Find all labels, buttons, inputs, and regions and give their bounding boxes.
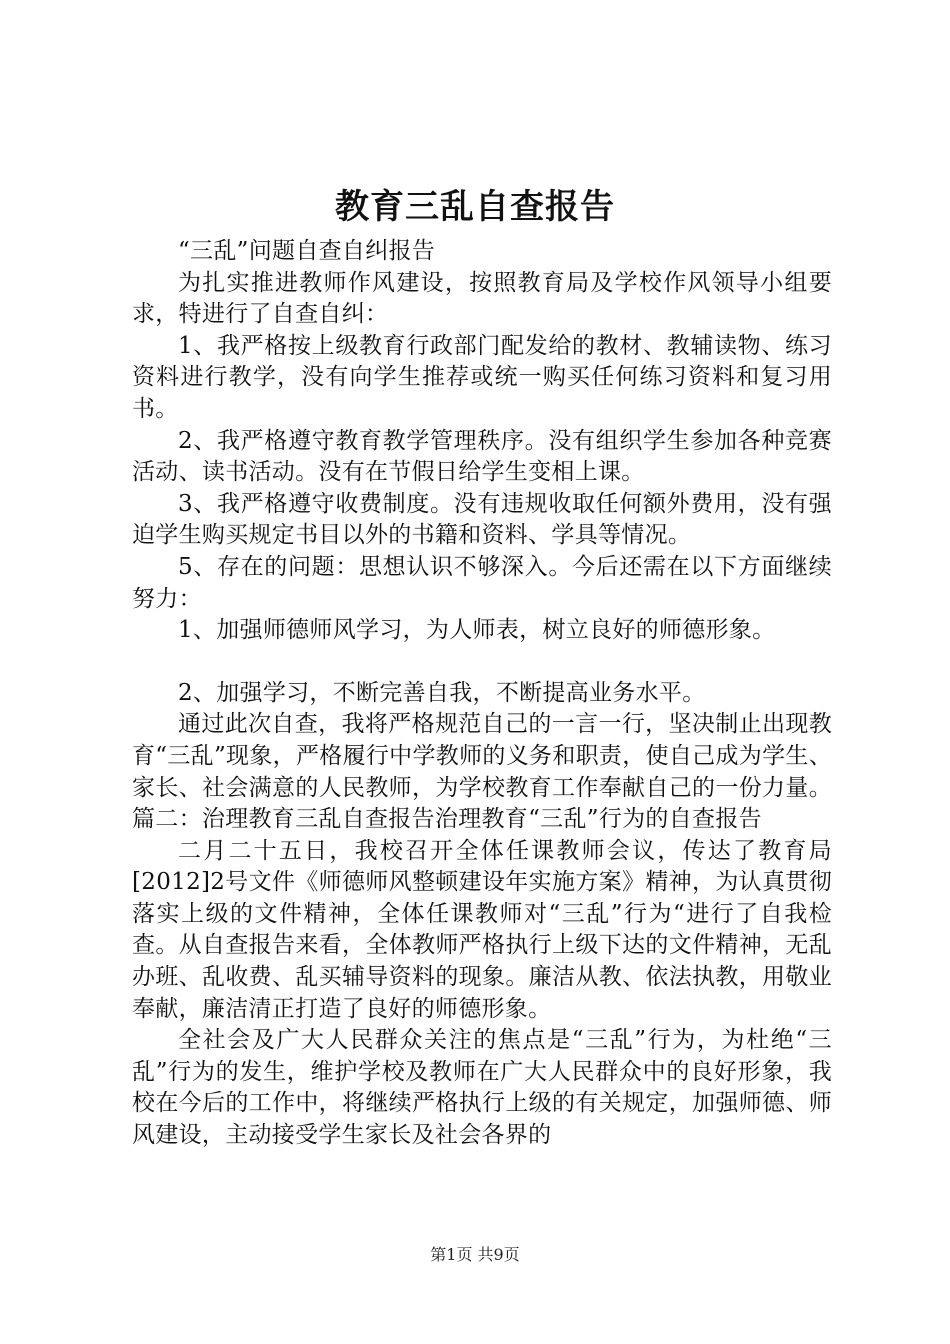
paragraph-subtitle: “三乱”问题自查自纠报告 [178, 238, 436, 264]
paragraph-intro: 为扎实推进教师作风建设，按照教育局及学校作风领导小组要求，特进行了自查自纠： [132, 269, 832, 328]
paragraph-item-5: 5、存在的问题：思想认识不够深入。今后还需在以下方面继续努力： [132, 553, 832, 612]
paragraph-item-3: 3、我严格遵守收费制度。没有违规收取任何额外费用，没有强迫学生购买规定书目以外的书籍和资料、学具等情况。 [132, 490, 832, 549]
paragraph-meeting: 二月二十五日，我校召开全体任课教师会议，传达了教育局[2012]2号文件《师德师风整顿建设年实施方案》精神，为认真贯彻落实上级的文件精神，全体任课教师对“三乱”行为“进行了自我检查。从自查报告来看，全体教师严格执行上级下达的文件精神，无乱办班、乱收费、乱买辅导资料的现象。廉洁从教、依法执教，用敬业奉献，廉洁清正打造了良好的师德形象。 [132, 837, 832, 1022]
paragraph-focus: 全社会及广大人民群众关注的焦点是“三乱”行为，为杜绝“三乱”行为的发生，维护学校及教师在广大人民群众中的良好形象，我校在今后的工作中，将继续严格执行上级的有关规定，加强师德、师风建设，主动接受学生家长及社会各界的 [132, 1027, 832, 1149]
document-body [132, 236, 832, 1152]
document-title: 教育三乱自查报告 [335, 187, 615, 227]
paragraph-item-2: 2、我严格遵守教育教学管理秩序。没有组织学生参加各种竞赛活动、读书活动。没有在节假日给学生变相上课。 [132, 427, 832, 486]
paragraph-conclusion: 通过此次自查，我将严格规范自己的一言一行，坚决制止出现教育“三乱”现象，严格履行中学教师的义务和职责，使自己成为学生、家长、社会满意的人民教师，为学校教育工作奉献自己的一份力量。篇二：治理教育三乱自查报告治理教育“三乱”行为的自查报告 [132, 711, 832, 833]
paragraph-effort-2: 2、加强学习，不断完善自我，不断提高业务水平。 [178, 679, 706, 706]
paragraph-effort-1: 1、加强师德师风学习，为人师表，树立良好的师德形象。 [178, 617, 776, 644]
page-number-footer: 第1页 共9页 [430, 1245, 520, 1264]
paragraph-item-1: 1、我严格按上级教育行政部门配发给的教材、教辅读物、练习资料进行教学，没有向学生推荐或统一购买任何练习资料和复习用书。 [132, 332, 832, 422]
